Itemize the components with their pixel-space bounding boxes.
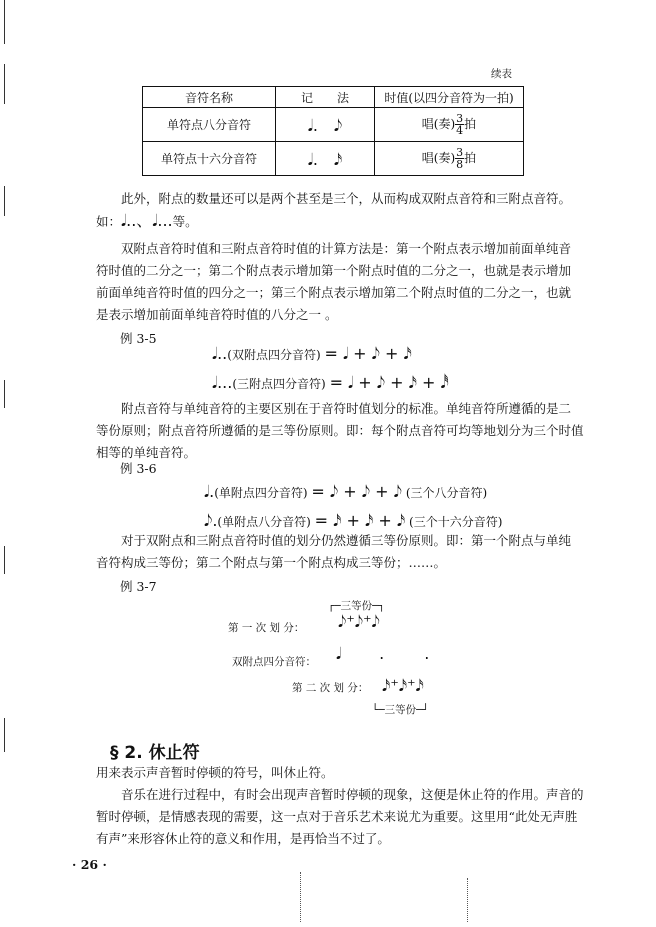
paragraph: 此外，附点的数量还可以是两个甚至是三个，从而构成双附点音符和三附点音符。 如：𝅘𝅥..、𝅘𝅥...等。 — [96, 191, 572, 230]
top-bracket: ┌─三等份─┐ — [328, 600, 385, 612]
double-dotted-note: 𝅘𝅥 . . — [336, 644, 430, 663]
example-equations — [212, 340, 449, 398]
margin-mark — [4, 186, 5, 216]
margin-mark — [4, 546, 5, 574]
second-division-label: 第 二 次 划 分： — [292, 682, 369, 694]
table-header: 音符名称 — [143, 87, 276, 108]
paragraph: 双附点音符时值和三附点音符时值的计算方法是：第一个附点表示增加前面单纯音 符时值的二分之一；第二个附点表示增加第一个附点时值的二分之一，也就是表示增加 前面单纯音符时值的四分之一；第三个附点表示增加第二个附点时值的二分之一，也就 是表示增加前面单纯音符时值的八分之一 。 — [96, 241, 572, 322]
bottom-bracket: └─三等份─┘ — [372, 704, 429, 716]
dotted-notes: 𝅘𝅥..、𝅘𝅥... — [121, 211, 173, 230]
paragraph: 音乐在进行过程中，有时会出现声音暂时停顿的现象，这便是休止符的作用。声音的 暂时停顿，是情感表现的需要，这一点对于音乐艺术来说尤为重要。这里用“此处无声胜 有声”来形容休止符的意义和作用，是再恰当不过了。 — [96, 787, 584, 846]
note-name: 单符点十六分音符 — [143, 142, 276, 176]
margin-mark — [4, 718, 5, 752]
example-label: 例 3-7 — [120, 579, 157, 594]
table-header-row — [143, 87, 524, 108]
table-header: 记 法 — [276, 87, 375, 108]
paragraph: 附点音符与单纯音符的主要区别在于音符时值划分的标准。单纯音符所遵循的是二 等份原则；附点音符所遵循的是三等份原则。即：每个附点音符可均等地划分为三个时值 相等的单纯音符。 — [96, 401, 584, 460]
equation-line: 𝅘𝅥...(三附点四分音符) = 𝅘𝅥 + 𝅘𝅥𝅮 + 𝅘𝅥𝅯 + 𝅘𝅥𝅰 — [212, 373, 449, 392]
scan-mark — [467, 878, 469, 922]
equation-line: 𝅘𝅥𝅮.(单附点八分音符) = 𝅘𝅥𝅯 + 𝅘𝅥𝅯 + 𝅘𝅥𝅯 (三个十六分音符) — [204, 511, 503, 530]
second-division-notes: 𝅘𝅥𝅯⁺𝅘𝅥𝅯⁺𝅘𝅥𝅯 — [382, 676, 424, 695]
example-label: 例 3-6 — [120, 461, 157, 476]
table-row — [143, 108, 524, 142]
paragraph: 对于双附点和三附点音符时值的划分仍然遵循三等份原则。即：第一个附点与单纯 音符构成三等份；第二个附点与第一个附点构成三等份；……。 — [96, 533, 572, 570]
table-row — [143, 142, 524, 176]
note-notation: 𝅘𝅥. 𝅘𝅥𝅮 — [276, 108, 375, 142]
note-value: 唱(奏) $\frac{3}{4}$ 拍 — [375, 108, 524, 142]
example-equations — [204, 478, 502, 536]
example-label: 例 3-5 — [120, 331, 157, 346]
double-dotted-label: 双附点四分音符： — [232, 656, 316, 668]
table-header: 时值(以四分音符为一拍) — [375, 87, 524, 108]
note-table — [142, 86, 524, 176]
margin-mark — [4, 0, 5, 44]
first-division-notes: 𝅘𝅥𝅮⁺𝅘𝅥𝅮⁺𝅘𝅥𝅮 — [338, 612, 380, 631]
section-heading: § 2. 休止符 — [110, 743, 200, 763]
equation-line: 𝅘𝅥..(双附点四分音符) = 𝅘𝅥 + 𝅘𝅥𝅮 + 𝅘𝅥𝅯 — [212, 344, 412, 363]
margin-mark — [4, 380, 5, 408]
note-name: 单符点八分音符 — [143, 108, 276, 142]
equation-line: 𝅘𝅥.(单附点四分音符) = 𝅘𝅥𝅮 + 𝅘𝅥𝅮 + 𝅘𝅥𝅮 (三个八分音符) — [204, 482, 488, 501]
first-division-label: 第 一 次 划 分： — [228, 622, 305, 634]
scan-mark — [300, 872, 302, 922]
note-value: 唱(奏) $\frac{3}{8}$ 拍 — [375, 142, 524, 176]
margin-mark — [4, 64, 5, 104]
continued-label: 续表 — [491, 68, 512, 80]
page-number: · 26 · — [72, 857, 107, 872]
note-notation: 𝅘𝅥. 𝅘𝅥𝅯 — [276, 142, 375, 176]
paragraph: 用来表示声音暂时停顿的符号，叫休止符。 — [96, 765, 334, 780]
